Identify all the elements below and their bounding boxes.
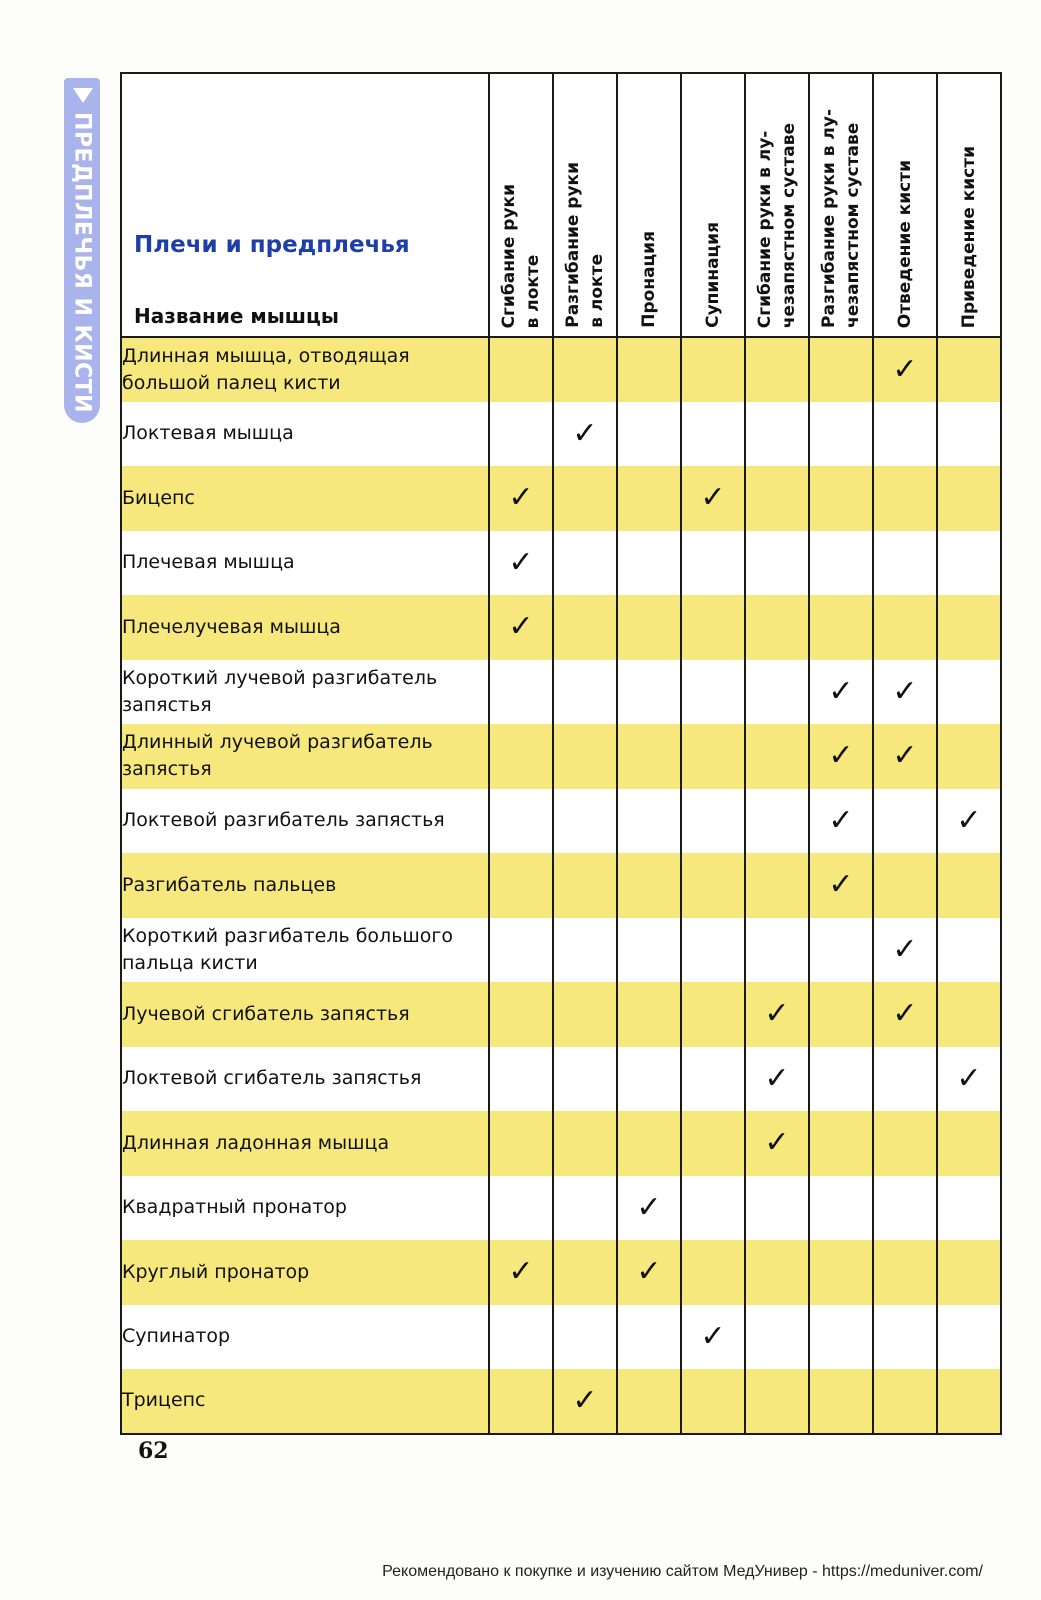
- checkmark-icon: ✓: [828, 738, 854, 774]
- movement-cell: [489, 918, 553, 983]
- movement-header-3: [681, 73, 745, 337]
- movement-cell: [553, 724, 617, 789]
- table-row: [121, 337, 1001, 402]
- movement-cell: [553, 1240, 617, 1305]
- movement-cell: [617, 531, 681, 596]
- movement-cell: [937, 595, 1001, 660]
- movement-cell: [681, 1240, 745, 1305]
- movement-cell: [489, 466, 553, 531]
- name-column-header: Название мышцы: [134, 304, 339, 328]
- movement-cell: [553, 982, 617, 1047]
- movement-cell: [745, 853, 809, 918]
- checkmark-icon: ✓: [764, 1060, 790, 1096]
- checkmark-icon: ✓: [956, 802, 982, 838]
- checkmark-icon: ✓: [828, 673, 854, 709]
- muscle-name-cell: Короткий разгибатель большого пальца кисти: [121, 918, 489, 983]
- movement-header-label: Пронация: [639, 231, 659, 328]
- movement-cell: [873, 918, 937, 983]
- movement-cell: [553, 1176, 617, 1241]
- movement-cell: [681, 660, 745, 725]
- movement-header-label: Сгибание руки в лу- чезапястном суставе: [755, 122, 799, 328]
- movement-cell: [873, 660, 937, 725]
- muscle-name-cell: Плечевая мышца: [121, 531, 489, 596]
- table-row: [121, 1176, 1001, 1241]
- movement-cell: [489, 1305, 553, 1370]
- movement-cell: [553, 1369, 617, 1434]
- checkmark-icon: ✓: [764, 996, 790, 1032]
- movement-cell: [873, 1305, 937, 1370]
- table-row: [121, 724, 1001, 789]
- checkmark-icon: ✓: [572, 1382, 598, 1418]
- movement-cell: [809, 1176, 873, 1241]
- page-number: 62: [138, 1438, 169, 1464]
- movement-cell: [873, 1047, 937, 1112]
- movement-cell: [617, 337, 681, 402]
- movement-cell: [873, 1111, 937, 1176]
- footer-note: Рекомендовано к покупке и изучению сайтом МедУнивер - https://meduniver.com/: [382, 1563, 983, 1580]
- movement-cell: [553, 1047, 617, 1112]
- movement-cell: [489, 531, 553, 596]
- table-row: [121, 1305, 1001, 1370]
- movement-cell: [617, 402, 681, 467]
- movement-cell: [681, 466, 745, 531]
- table-row: [121, 402, 1001, 467]
- movement-cell: [937, 660, 1001, 725]
- checkmark-icon: ✓: [636, 1189, 662, 1225]
- movement-cell: [617, 853, 681, 918]
- movement-cell: [809, 660, 873, 725]
- movement-cell: [553, 466, 617, 531]
- movement-cell: [937, 789, 1001, 854]
- movement-cell: [937, 982, 1001, 1047]
- muscle-name-cell: Трицепс: [121, 1369, 489, 1434]
- checkmark-icon: ✓: [636, 1254, 662, 1290]
- movement-cell: [937, 1176, 1001, 1241]
- movement-cell: [745, 789, 809, 854]
- movement-cell: [937, 1111, 1001, 1176]
- movement-cell: [937, 337, 1001, 402]
- movement-cell: [681, 918, 745, 983]
- movement-cell: [745, 402, 809, 467]
- movement-cell: [489, 1111, 553, 1176]
- movement-cell: [681, 337, 745, 402]
- movement-cell: [873, 1240, 937, 1305]
- movement-cell: [617, 918, 681, 983]
- movement-cell: [745, 595, 809, 660]
- movement-cell: [553, 402, 617, 467]
- movement-cell: [873, 466, 937, 531]
- movement-cell: [809, 853, 873, 918]
- checkmark-icon: ✓: [892, 996, 918, 1032]
- movement-cell: [617, 1176, 681, 1241]
- table-row: [121, 466, 1001, 531]
- table-row: [121, 1111, 1001, 1176]
- movement-cell: [745, 982, 809, 1047]
- movement-cell: [745, 1176, 809, 1241]
- checkmark-icon: ✓: [956, 1060, 982, 1096]
- movement-cell: [745, 660, 809, 725]
- movement-cell: [809, 1305, 873, 1370]
- movement-cell: [681, 402, 745, 467]
- movement-header-6: [873, 73, 937, 337]
- movement-cell: [873, 1176, 937, 1241]
- movement-header-label: Сгибание руки в локте: [499, 183, 543, 328]
- movement-cell: [681, 531, 745, 596]
- movement-cell: [617, 660, 681, 725]
- movement-cell: [745, 1240, 809, 1305]
- movement-cell: [681, 1111, 745, 1176]
- movement-cell: [873, 853, 937, 918]
- table-row: [121, 789, 1001, 854]
- checkmark-icon: ✓: [892, 351, 918, 387]
- movement-cell: [489, 982, 553, 1047]
- movement-cell: [553, 595, 617, 660]
- movement-cell: [617, 1047, 681, 1112]
- movement-cell: [873, 402, 937, 467]
- movement-cell: [873, 595, 937, 660]
- movement-cell: [553, 853, 617, 918]
- movement-cell: [617, 724, 681, 789]
- movement-cell: [489, 595, 553, 660]
- checkmark-icon: ✓: [572, 415, 598, 451]
- movement-cell: [745, 1047, 809, 1112]
- checkmark-icon: ✓: [508, 609, 534, 645]
- movement-cell: [489, 1240, 553, 1305]
- movement-cell: [809, 1047, 873, 1112]
- muscle-name-cell: Локтевой разгибатель запястья: [121, 789, 489, 854]
- movement-header-label: Супинация: [703, 222, 723, 328]
- movement-cell: [489, 337, 553, 402]
- table-row: [121, 595, 1001, 660]
- movement-cell: [681, 789, 745, 854]
- movement-header-label: Разгибание руки в лу- чезапястном суставе: [819, 109, 863, 328]
- muscle-name-cell: Супинатор: [121, 1305, 489, 1370]
- movement-cell: [617, 1111, 681, 1176]
- table-row: [121, 660, 1001, 725]
- movement-cell: [873, 982, 937, 1047]
- checkmark-icon: ✓: [828, 802, 854, 838]
- movement-cell: [937, 531, 1001, 596]
- movement-cell: [809, 789, 873, 854]
- movement-cell: [809, 982, 873, 1047]
- movement-cell: [809, 466, 873, 531]
- muscle-name-cell: Квадратный пронатор: [121, 1176, 489, 1241]
- muscle-name-cell: Локтевой сгибатель запястья: [121, 1047, 489, 1112]
- movement-cell: [937, 1305, 1001, 1370]
- table-row: [121, 982, 1001, 1047]
- checkmark-icon: ✓: [828, 867, 854, 903]
- checkmark-icon: ✓: [508, 480, 534, 516]
- movement-cell: [873, 1369, 937, 1434]
- movement-cell: [745, 466, 809, 531]
- movement-header-label: Приведение кисти: [959, 145, 979, 328]
- movement-header-5: [809, 73, 873, 337]
- movement-cell: [489, 724, 553, 789]
- movement-header-7: [937, 73, 1001, 337]
- muscle-name-cell: Круглый пронатор: [121, 1240, 489, 1305]
- movement-cell: [809, 531, 873, 596]
- movement-cell: [489, 660, 553, 725]
- muscle-name-cell: Лучевой сгибатель запястья: [121, 982, 489, 1047]
- movement-cell: [681, 1369, 745, 1434]
- movement-cell: [873, 337, 937, 402]
- movement-cell: [681, 1176, 745, 1241]
- movement-cell: [809, 337, 873, 402]
- movement-header-2: [617, 73, 681, 337]
- checkmark-icon: ✓: [700, 1318, 726, 1354]
- movement-header-4: [745, 73, 809, 337]
- movement-cell: [937, 1240, 1001, 1305]
- movement-cell: [937, 1369, 1001, 1434]
- movement-header-1: [553, 73, 617, 337]
- table-row: [121, 1240, 1001, 1305]
- checkmark-icon: ✓: [892, 738, 918, 774]
- movement-cell: [745, 1305, 809, 1370]
- movement-cell: [489, 789, 553, 854]
- muscle-name-cell: Длинная ладонная мышца: [121, 1111, 489, 1176]
- movement-cell: [873, 724, 937, 789]
- muscle-name-cell: Плечелучевая мышца: [121, 595, 489, 660]
- table-title: Плечи и предплечья: [134, 232, 410, 258]
- movement-cell: [937, 466, 1001, 531]
- table-title-cell: [121, 73, 489, 337]
- muscle-name-cell: Длинный лучевой разгибатель запястья: [121, 724, 489, 789]
- movement-cell: [489, 402, 553, 467]
- movement-cell: [617, 789, 681, 854]
- movement-cell: [937, 853, 1001, 918]
- movement-cell: [809, 402, 873, 467]
- table-row: [121, 918, 1001, 983]
- movement-cell: [489, 1047, 553, 1112]
- table-row: [121, 853, 1001, 918]
- movement-cell: [937, 1047, 1001, 1112]
- movement-cell: [937, 402, 1001, 467]
- movement-cell: [873, 789, 937, 854]
- checkmark-icon: ✓: [892, 673, 918, 709]
- movement-cell: [809, 1369, 873, 1434]
- movement-cell: [809, 724, 873, 789]
- movement-cell: [553, 1111, 617, 1176]
- table-body: [121, 337, 1001, 1434]
- movement-header-label: Разгибание руки в локте: [563, 162, 607, 328]
- movement-header-0: [489, 73, 553, 337]
- movement-cell: [681, 853, 745, 918]
- muscle-name-cell: Локтевая мышца: [121, 402, 489, 467]
- movement-cell: [745, 1111, 809, 1176]
- movement-cell: [681, 724, 745, 789]
- muscle-name-cell: Короткий лучевой разгибатель запястья: [121, 660, 489, 725]
- movement-header-label: Отведение кисти: [895, 159, 915, 328]
- movement-cell: [617, 1240, 681, 1305]
- movement-cell: [553, 660, 617, 725]
- table-row: [121, 1369, 1001, 1434]
- checkmark-icon: ✓: [508, 544, 534, 580]
- movement-cell: [489, 853, 553, 918]
- muscle-name-cell: Бицепс: [121, 466, 489, 531]
- movement-cell: [617, 1369, 681, 1434]
- movement-cell: [937, 724, 1001, 789]
- movement-cell: [873, 531, 937, 596]
- checkmark-icon: ✓: [508, 1254, 534, 1290]
- table-row: [121, 1047, 1001, 1112]
- checkmark-icon: ✓: [892, 931, 918, 967]
- chapter-tab-label: ПРЕДПЛЕЧЬЯ И КИСТИ: [69, 112, 95, 414]
- movement-cell: [745, 531, 809, 596]
- movement-cell: [553, 918, 617, 983]
- movement-cell: [745, 724, 809, 789]
- movement-cell: [553, 531, 617, 596]
- table-row: [121, 531, 1001, 596]
- table-header-row: [121, 73, 1001, 337]
- movement-cell: [681, 595, 745, 660]
- movement-cell: [617, 1305, 681, 1370]
- movement-cell: [809, 595, 873, 660]
- movement-cell: [809, 1240, 873, 1305]
- movement-cell: [617, 982, 681, 1047]
- movement-cell: [745, 918, 809, 983]
- movement-cell: [617, 595, 681, 660]
- muscle-name-cell: Разгибатель пальцев: [121, 853, 489, 918]
- movement-cell: [617, 466, 681, 531]
- movement-cell: [809, 1111, 873, 1176]
- movement-cell: [745, 337, 809, 402]
- movement-cell: [681, 1047, 745, 1112]
- movement-cell: [681, 1305, 745, 1370]
- triangle-arrow-icon: [73, 88, 93, 103]
- chapter-side-tab: [64, 78, 100, 423]
- checkmark-icon: ✓: [700, 480, 726, 516]
- movement-cell: [681, 982, 745, 1047]
- muscle-movement-table: [120, 72, 1002, 1435]
- checkmark-icon: ✓: [764, 1125, 790, 1161]
- movement-cell: [553, 337, 617, 402]
- movement-cell: [745, 1369, 809, 1434]
- movement-cell: [489, 1176, 553, 1241]
- muscle-name-cell: Длинная мышца, отводящая большой палец кисти: [121, 337, 489, 402]
- movement-cell: [937, 918, 1001, 983]
- movement-cell: [553, 1305, 617, 1370]
- movement-cell: [489, 1369, 553, 1434]
- movement-cell: [553, 789, 617, 854]
- movement-cell: [809, 918, 873, 983]
